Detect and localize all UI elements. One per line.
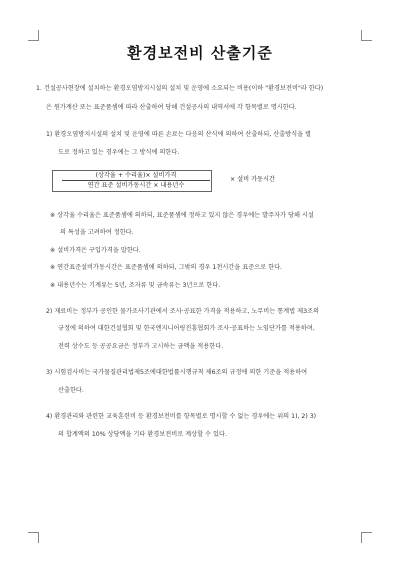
sub3-line1: 3) 시험검사비는 국가물질관리법제5조에대한법률시행규칙 제6조의 규정에 의한 기준을 적용하여 (46, 369, 308, 376)
note-line: ※ 상각율 수리율은 표준품셈에 의하되, 표준품셈에 정하고 있지 않은 경우에는 발주자가 당해 시설 (50, 212, 314, 219)
formula-multiplier: × 설비 가동시간 (230, 176, 275, 183)
cost-formula (52, 170, 342, 192)
sub2-line3: 전력 상수도 등 공공요금은 정부가 고시하는 금액을 적용한다. (58, 343, 224, 350)
crop-mark-top-left (28, 30, 39, 41)
crop-mark-top-right (361, 30, 372, 41)
sub4-line2: 의 합계액의 10% 상당액을 기타 환경보전비로 계상할 수 있다. (58, 431, 227, 438)
note-line: ※ 내용년수는 기계류는 5년, 조자류 및 금속류는 3년으로 한다. (50, 282, 221, 289)
formula-fraction (62, 172, 210, 190)
sub2-line1: 2) 재료비는 정부가 공인한 물가조사기관에서 조사·공표한 가격을 적용하고, 노무비는 통계법 제3조의 (46, 308, 319, 315)
sub4-line1: 4) 환경관리와 관련한 교육훈련비 등 환경보전비를 항목별로 명시할 수 없는 경우에는 위의 1), 2) 3) (46, 413, 317, 420)
note-line: 의 특성을 고려하여 정한다. (60, 229, 134, 236)
item1-line1: 1. 건설공사현장에 설치하는 환경오염방지시설의 설치 및 운영에 소요되는 비용(이하 "환경보전비"라 한다) (36, 85, 324, 92)
note-line: ※ 연간표준설비가동시간은 표준품셈에 의하되, 그밖의 경우 1천시간을 표준으로 한다. (50, 264, 283, 271)
sub2-line2: 규정에 의하여 대한건설협회 및 한국엔지니어링진흥협회가 조사·공표하는 노임단가를 적용하며, (58, 325, 315, 332)
sub1-line1: 1) 환경오염방지시설의 설치 및 운영에 따른 손료는 다음의 산식에 의하여 산출하되, 산출방식을 별 (46, 131, 312, 138)
crop-mark-bottom-left (28, 532, 39, 543)
sub1-line2: 도로 정하고 있는 경우에는 그 방식에 의한다. (58, 149, 180, 156)
sub3-line2: 산출한다. (58, 387, 84, 394)
crop-mark-bottom-right (361, 532, 372, 543)
formula-denominator: 연간 표준 설비가동시간 × 내용년수 (87, 182, 185, 189)
formula-numerator: (상각율 + 수리율)× 설비가격 (62, 172, 210, 181)
item1-line2: 은 원가계산 또는 표준품셈에 따라 산출하여 당해 건설공사의 내역서에 각 항목별로 명시한다. (46, 104, 297, 111)
note-line: ※ 설비가격은 구입가격을 말한다. (50, 247, 141, 254)
page-title: 환경보전비 산출기준 (127, 44, 273, 62)
